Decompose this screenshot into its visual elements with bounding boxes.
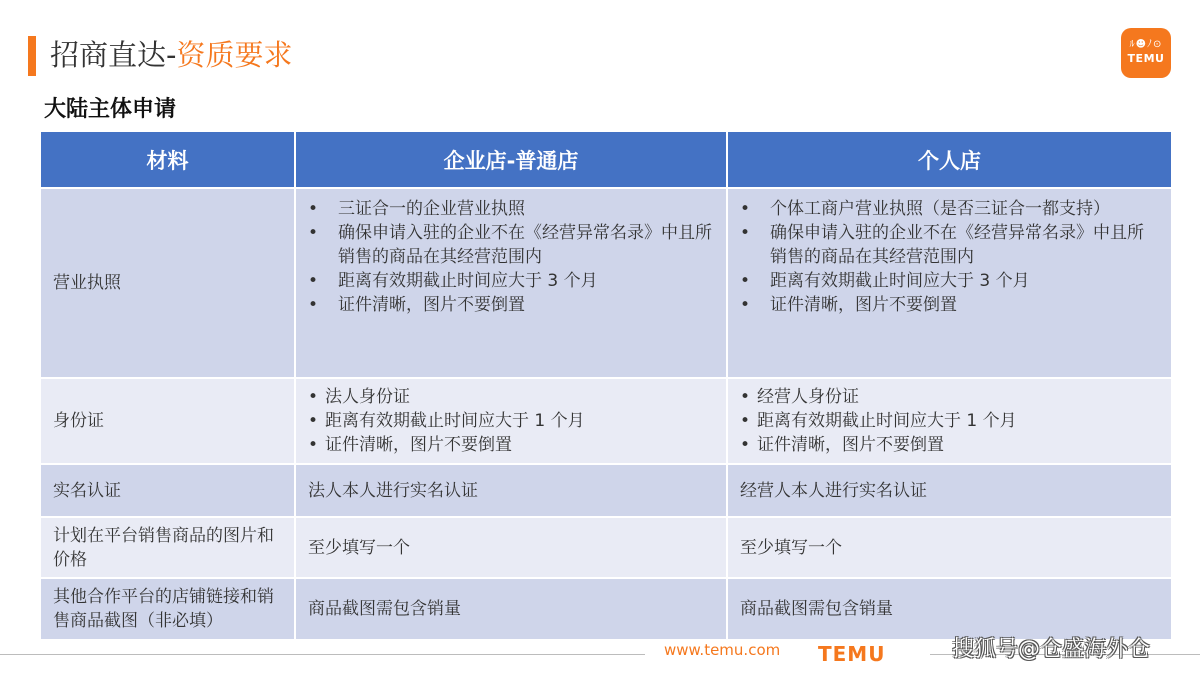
list-item: • 证件清晰，图片不要倒置 bbox=[308, 293, 714, 317]
row-label-product-plan: 计划在平台销售商品的图片和价格 bbox=[40, 517, 295, 578]
personal-cell: 商品截图需包含销量 bbox=[727, 578, 1172, 640]
table-row bbox=[40, 578, 1172, 640]
footer-temu-logo: TEMU bbox=[818, 642, 886, 666]
enterprise-cell bbox=[295, 188, 727, 378]
row-label-business-license: 营业执照 bbox=[40, 188, 295, 378]
temu-logo-text: TEMU bbox=[1127, 52, 1165, 65]
table-row bbox=[40, 378, 1172, 464]
enterprise-cell: 至少填写一个 bbox=[295, 517, 727, 578]
list-item: • 个体工商户营业执照（是否三证合一都支持） bbox=[740, 197, 1159, 221]
table-header-row bbox=[40, 132, 1172, 188]
table-row bbox=[40, 517, 1172, 578]
personal-cell: 经营人本人进行实名认证 bbox=[727, 464, 1172, 517]
header-personal-store: 个人店 bbox=[727, 132, 1172, 188]
list-item: • 三证合一的企业营业执照 bbox=[308, 197, 714, 221]
title-accent-bar bbox=[28, 36, 36, 76]
list-item: • 证件清晰，图片不要倒置 bbox=[740, 433, 1159, 457]
list-item: • 距离有效期截止时间应大于 1 个月 bbox=[308, 409, 714, 433]
table-row bbox=[40, 464, 1172, 517]
list-item: • 法人身份证 bbox=[308, 385, 714, 409]
list-item: • 距离有效期截止时间应大于 3 个月 bbox=[308, 269, 714, 293]
header-materials: 材料 bbox=[40, 132, 295, 188]
requirements-table bbox=[39, 132, 1173, 641]
page-title: 招商直达-资质要求 bbox=[50, 38, 293, 72]
personal-cell bbox=[727, 188, 1172, 378]
list-item: • 距离有效期截止时间应大于 1 个月 bbox=[740, 409, 1159, 433]
personal-cell bbox=[727, 378, 1172, 464]
list-item: • 确保申请入驻的企业不在《经营异常名录》中且所销售的商品在其经营范围内 bbox=[740, 221, 1159, 269]
list-item: • 经营人身份证 bbox=[740, 385, 1159, 409]
enterprise-cell bbox=[295, 378, 727, 464]
footer-divider-left bbox=[0, 654, 645, 655]
table-row bbox=[40, 188, 1172, 378]
footer-url-link[interactable]: www.temu.com bbox=[664, 641, 781, 659]
personal-cell: 至少填写一个 bbox=[727, 517, 1172, 578]
list-item: • 确保申请入驻的企业不在《经营异常名录》中且所销售的商品在其经营范围内 bbox=[308, 221, 714, 269]
header-enterprise-store: 企业店-普通店 bbox=[295, 132, 727, 188]
watermark-text: 搜狐号@仓盛海外仓 bbox=[952, 637, 1151, 662]
enterprise-cell: 商品截图需包含销量 bbox=[295, 578, 727, 640]
list-item: • 证件清晰，图片不要倒置 bbox=[308, 433, 714, 457]
list-item: • 证件清晰，图片不要倒置 bbox=[740, 293, 1159, 317]
temu-logo bbox=[1121, 28, 1171, 78]
row-label-real-name: 实名认证 bbox=[40, 464, 295, 517]
section-subtitle: 大陆主体申请 bbox=[44, 97, 177, 122]
temu-logo-glyphs: ﾙ☻ﾉ⊙ bbox=[1129, 39, 1163, 50]
row-label-id-card: 身份证 bbox=[40, 378, 295, 464]
enterprise-cell: 法人本人进行实名认证 bbox=[295, 464, 727, 517]
row-label-other-platforms: 其他合作平台的店铺链接和销售商品截图（非必填） bbox=[40, 578, 295, 640]
list-item: • 距离有效期截止时间应大于 3 个月 bbox=[740, 269, 1159, 293]
